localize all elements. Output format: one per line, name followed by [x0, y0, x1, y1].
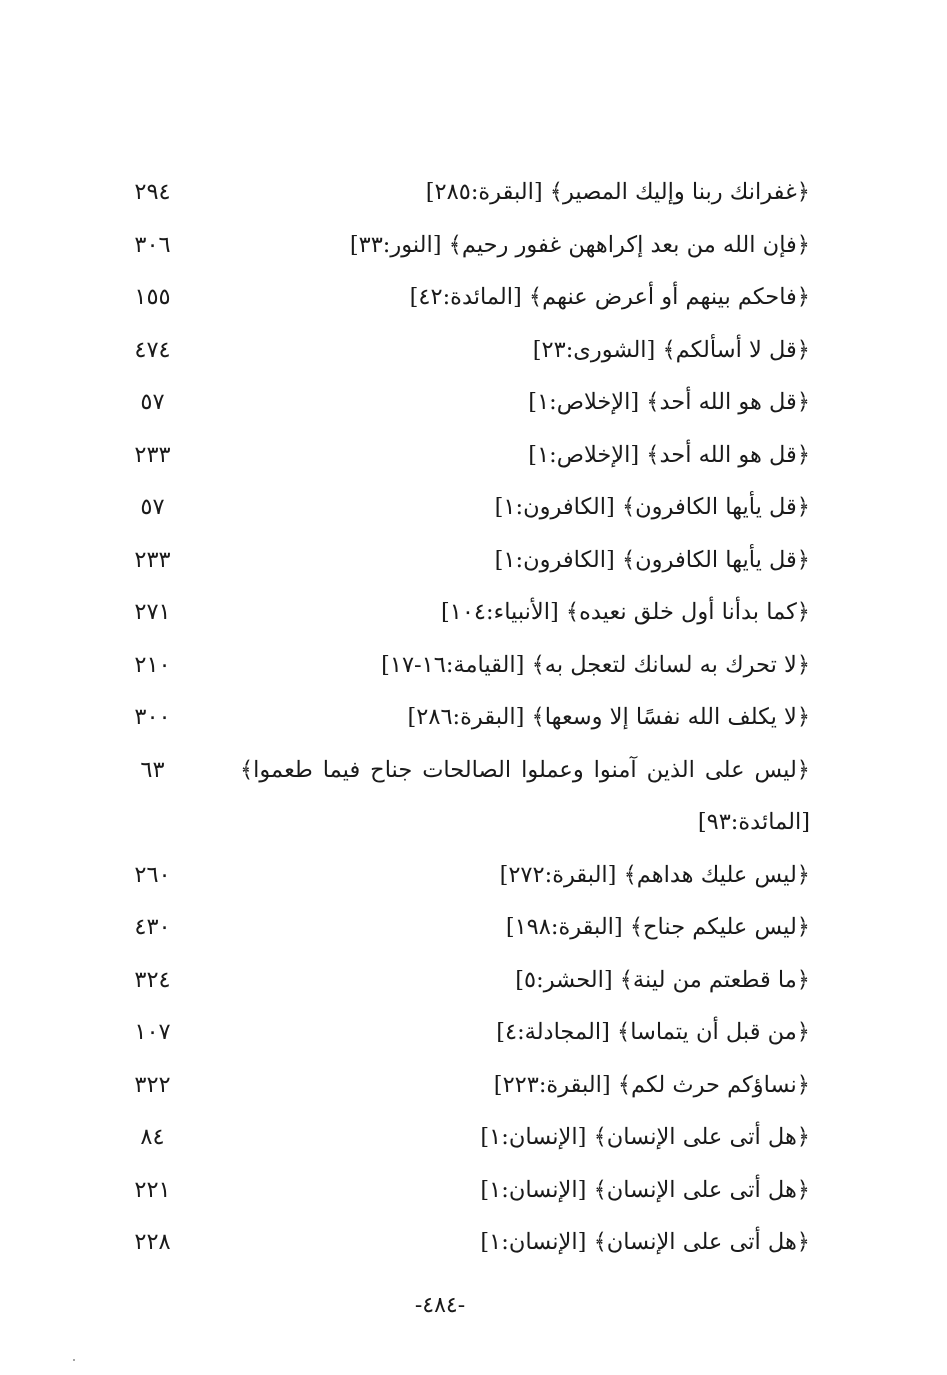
verse-reference: ﴿هل أتى على الإنسان﴾ [الإنسان:١] — [480, 1229, 810, 1255]
entry-page-number: ٤٣٠ — [134, 914, 171, 940]
index-entry — [120, 1158, 810, 1211]
entry-page-number: ٢٢٨ — [134, 1229, 171, 1255]
index-entry — [120, 213, 810, 266]
verse-reference: ﴿غفرانك ربنا وإليك المصير﴾ [البقرة:٢٨٥] — [425, 179, 810, 205]
entry-page-number: ٢٩٤ — [134, 179, 171, 205]
entry-page-number: ١٠٧ — [134, 1019, 171, 1045]
index-entry — [120, 370, 810, 423]
verse-reference: ﴿ليس على الذين آمنوا وعملوا الصالحات جناح فيما طعموا﴾ [المائدة:٩٣] — [240, 756, 810, 835]
entry-page-number: ٦٣ — [140, 756, 165, 783]
verse-reference: ﴿لا يكلف الله نفسًا إلا وسعها﴾ [البقرة:٢٨٦] — [407, 704, 810, 730]
entry-page-number: ٥٧ — [140, 494, 165, 520]
entry-page-number: ٤٧٤ — [134, 336, 171, 363]
verse-reference: ﴿هل أتى على الإنسان﴾ [الإنسان:١] — [480, 1176, 810, 1203]
entry-page-number: ٥٧ — [140, 389, 165, 415]
index-entry — [120, 633, 810, 686]
entry-page-number: ٢٦٠ — [134, 861, 171, 888]
verse-index-list — [120, 160, 810, 1263]
entry-page-number: ١٥٥ — [134, 284, 171, 310]
verse-reference: ﴿من قبل أن يتماسا﴾ [المجادلة:٤] — [496, 1019, 810, 1045]
verse-reference: ﴿ليس عليك هداهم﴾ [البقرة:٢٧٢] — [499, 861, 810, 888]
verse-reference: ﴿قل هو الله أحد﴾ [الإخلاص:١] — [528, 389, 810, 415]
index-entry — [120, 528, 810, 581]
index-entry — [120, 1105, 810, 1158]
verse-reference: ﴿نساؤكم حرث لكم﴾ [البقرة:٢٢٣] — [493, 1071, 810, 1098]
verse-reference: ﴿كما بدأنا أول خلق نعيده﴾ [الأنبياء:١٠٤] — [440, 599, 810, 625]
verse-reference: ﴿قل يأيها الكافرون﴾ [الكافرون:١] — [494, 494, 810, 520]
verse-reference: ﴿قل يأيها الكافرون﴾ [الكافرون:١] — [494, 546, 810, 573]
index-entry — [120, 738, 810, 843]
verse-reference: ﴿فإن الله من بعد إكراههن غفور رحيم﴾ [النور:٣٣] — [349, 231, 810, 258]
index-entry — [120, 423, 810, 476]
index-entry — [120, 265, 810, 318]
entry-page-number: ٣٢٢ — [134, 1071, 171, 1098]
entry-page-number: ٣٠٦ — [134, 231, 171, 258]
verse-reference: ﴿قل هو الله أحد﴾ [الإخلاص:١] — [528, 441, 810, 468]
index-entry — [120, 685, 810, 738]
page-number: -٤٨٤- — [414, 1293, 466, 1318]
index-entry — [120, 895, 810, 948]
index-entry — [120, 1053, 810, 1106]
entry-page-number: ٢٣٣ — [134, 546, 171, 573]
entry-page-number: ٣٠٠ — [134, 704, 171, 730]
entry-page-number: ٨٤ — [140, 1124, 165, 1150]
verse-reference: ﴿هل أتى على الإنسان﴾ [الإنسان:١] — [480, 1124, 810, 1150]
entry-page-number: ٢٧١ — [134, 599, 171, 625]
index-entry — [120, 475, 810, 528]
entry-page-number: ٢١٠ — [134, 651, 171, 678]
index-entry — [120, 580, 810, 633]
index-entry — [120, 318, 810, 371]
index-entry — [120, 948, 810, 1001]
index-entry — [120, 843, 810, 896]
index-entry — [120, 1000, 810, 1053]
verse-reference: ﴿قل لا أسألكم﴾ [الشورى:٢٣] — [532, 336, 810, 363]
index-entry — [120, 1210, 810, 1263]
verse-reference: ﴿لا تحرك به لسانك لتعجل به﴾ [القيامة:١٦-١٧] — [381, 651, 810, 678]
verse-reference: ﴿ليس عليكم جناح﴾ [البقرة:١٩٨] — [505, 914, 810, 940]
entry-page-number: ٢٢١ — [134, 1176, 171, 1203]
verse-reference: ﴿ما قطعتم من لينة﴾ [الحشر:٥] — [515, 966, 810, 993]
entry-page-number: ٣٢٤ — [134, 966, 171, 993]
scan-speck — [73, 1359, 75, 1361]
index-entry — [120, 160, 810, 213]
entry-page-number: ٢٣٣ — [134, 441, 171, 468]
verse-reference: ﴿فاحكم بينهم أو أعرض عنهم﴾ [المائدة:٤٢] — [409, 284, 810, 310]
